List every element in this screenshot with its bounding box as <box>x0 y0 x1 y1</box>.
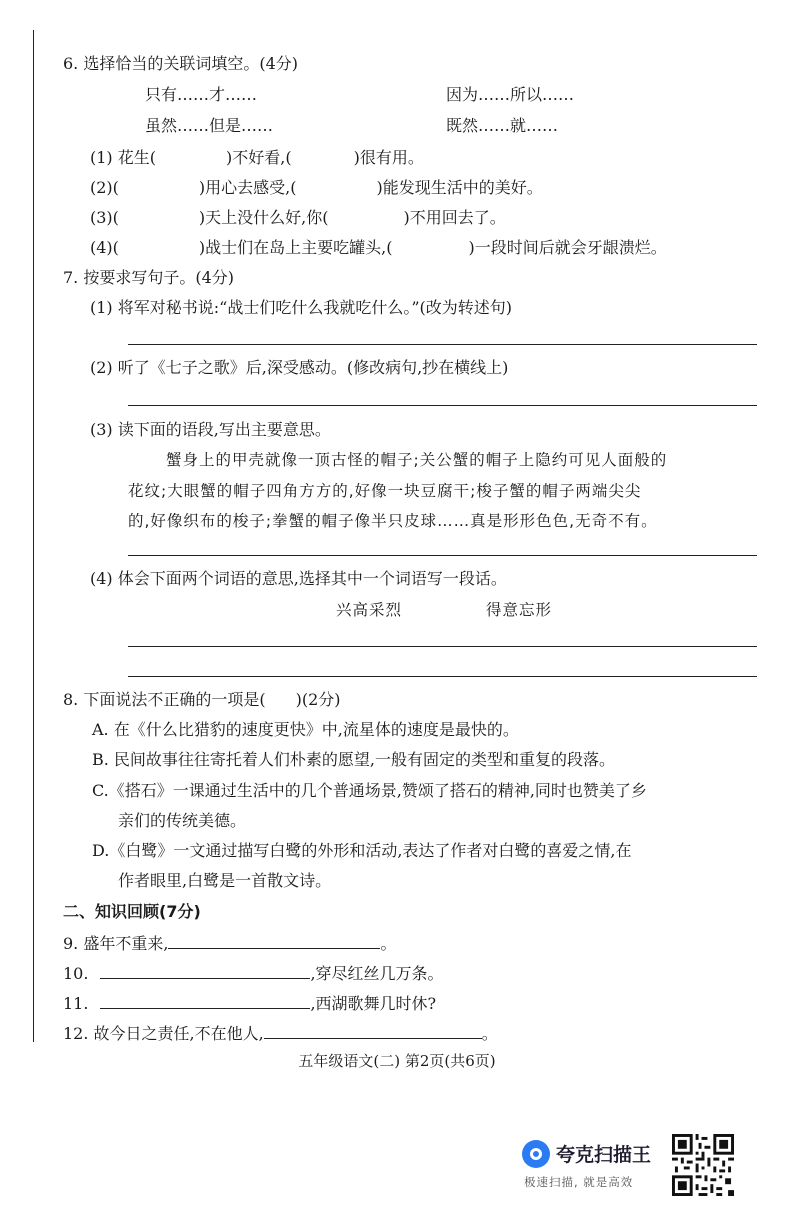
q6-item-3: (3)( )天上没什么好,你( )不用回去了。 <box>90 208 506 227</box>
q7-title: 7. 按要求写句子。(4分) <box>63 268 235 287</box>
q6-title: 6. 选择恰当的关联词填空。(4分) <box>63 54 299 73</box>
margin-line <box>33 30 34 1042</box>
q7-answer-line-2[interactable] <box>128 405 757 406</box>
q7-sub-2: (2) 听了《七子之歌》后,深受感动。(修改病句,抄在横线上) <box>90 358 509 377</box>
q11-blank[interactable] <box>100 992 310 1009</box>
q10-blank[interactable] <box>100 962 310 979</box>
q7-answer-line-4[interactable] <box>128 646 757 647</box>
q8-option-c-line-2: 亲们的传统美德。 <box>118 811 247 830</box>
q7-word-1: 兴高采烈 <box>336 601 403 619</box>
q11: 11. ,西湖歌舞几时休? <box>63 994 437 1013</box>
q8-option-c-line-1: C.《搭石》一课通过生活中的几个普通场景,赞颂了搭石的精神,同时也赞美了乡 <box>92 781 647 800</box>
scanner-watermark <box>522 1134 734 1206</box>
q7-passage-line-3: 的,好像织布的梭子;拳蟹的帽子像半只皮球……真是形形色色,无奇不有。 <box>128 512 658 530</box>
q9-blank[interactable] <box>168 932 380 949</box>
q8-option-d-line-2: 作者眼里,白鹭是一首散文诗。 <box>118 871 332 890</box>
q7-sub-1: (1) 将军对秘书说:“战士们吃什么我就吃什么。”(改为转述句) <box>90 298 512 317</box>
q9: 9. 盛年不重来, 。 <box>63 934 397 953</box>
q8-option-b: B. 民间故事往往寄托着人们朴素的愿望,一般有固定的类型和重复的段落。 <box>92 750 616 769</box>
q8-title: 8. 下面说法不正确的一项是( )(2分) <box>63 690 341 709</box>
q12: 12. 故今日之责任,不在他人, 。 <box>63 1024 498 1043</box>
page-footer: 五年级语文(二) 第2页(共6页) <box>298 1052 496 1070</box>
q7-answer-line-5[interactable] <box>128 676 757 677</box>
qr-code-icon <box>672 1134 734 1196</box>
q7-passage-line-2: 花纹;大眼蟹的帽子四角方方的,好像一块豆腐干;梭子蟹的帽子两端尖尖 <box>128 482 642 500</box>
q6-option-2: 因为……所以…… <box>446 85 575 104</box>
q6-option-3: 虽然……但是…… <box>145 116 274 135</box>
quark-logo-icon <box>522 1140 550 1168</box>
q6-item-1: (1) 花生( )不好看,( )很有用。 <box>90 148 424 167</box>
q6-item-4: (4)( )战士们在岛上主要吃罐头,( )一段时间后就会牙龈溃烂。 <box>90 238 667 257</box>
q7-answer-line-1[interactable] <box>128 344 757 345</box>
brand-name: 夸克扫描王 <box>556 1144 652 1166</box>
q10: 10. ,穿尽红丝几万条。 <box>63 964 444 983</box>
q8-option-a: A. 在《什么比猎豹的速度更快》中,流星体的速度是最快的。 <box>92 720 519 739</box>
brand-slogan: 极速扫描, 就是高效 <box>524 1175 634 1189</box>
q6-item-2: (2)( )用心去感受,( )能发现生活中的美好。 <box>90 178 543 197</box>
q6-option-4: 既然……就…… <box>446 116 559 135</box>
q6-option-1: 只有……才…… <box>145 85 258 104</box>
q7-sub-3: (3) 读下面的语段,写出主要意思。 <box>90 420 331 439</box>
q7-answer-line-3[interactable] <box>128 555 757 556</box>
q12-blank[interactable] <box>264 1022 482 1039</box>
q7-sub-4: (4) 体会下面两个词语的意思,选择其中一个词语写一段话。 <box>90 569 507 588</box>
q7-word-2: 得意忘形 <box>486 601 553 619</box>
q8-option-d-line-1: D.《白鹭》一文通过描写白鹭的外形和活动,表达了作者对白鹭的喜爱之情,在 <box>92 841 632 860</box>
q7-passage-line-1: 蟹身上的甲壳就像一顶古怪的帽子;关公蟹的帽子上隐约可见人面般的 <box>166 451 668 469</box>
section-2-heading: 二、知识回顾(7分) <box>63 902 201 921</box>
